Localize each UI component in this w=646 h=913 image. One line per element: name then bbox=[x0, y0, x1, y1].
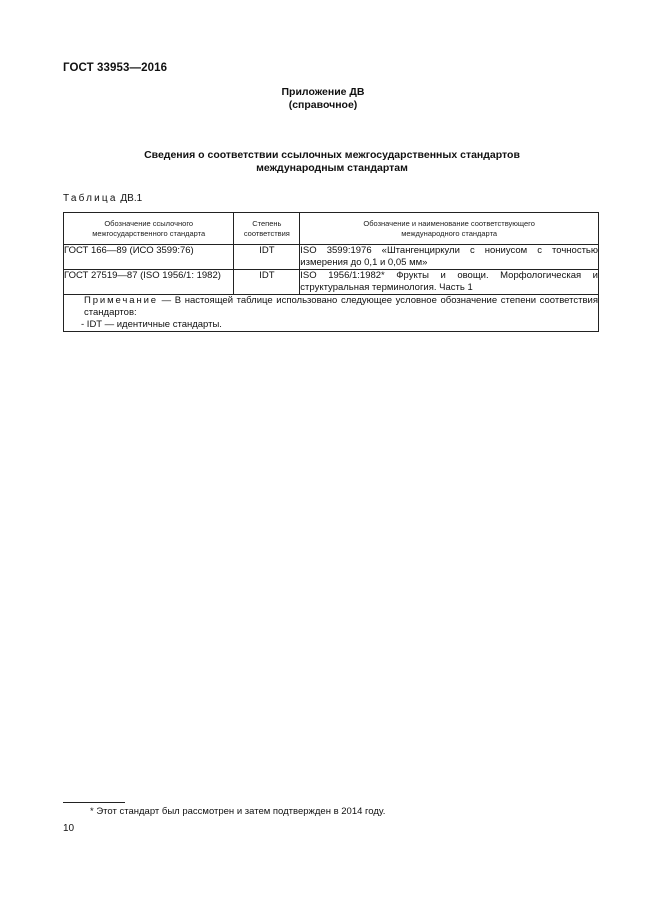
col-header-international-line1: Обозначение и наименование соответствующего bbox=[363, 218, 535, 228]
appendix-subtitle: (справочное) bbox=[288, 99, 358, 111]
cell-degree: IDT bbox=[234, 245, 300, 270]
section-heading bbox=[0, 149, 646, 174]
table-note bbox=[64, 295, 599, 332]
table-caption-number: ДВ.1 bbox=[120, 193, 143, 204]
footnote: * Этот стандарт был рассмотрен и затем подтвержден в 2014 году. bbox=[90, 806, 386, 817]
page-number: 10 bbox=[63, 823, 75, 834]
footnote-divider bbox=[63, 802, 125, 803]
section-heading-line2: международным стандартам bbox=[256, 161, 408, 174]
table-header-row bbox=[64, 213, 599, 245]
col-header-reference-line1: Обозначение ссылочного bbox=[104, 218, 194, 228]
table-row bbox=[64, 245, 599, 270]
standard-id: ГОСТ 33953—2016 bbox=[63, 62, 168, 74]
col-header-degree-line1: Степень bbox=[252, 218, 282, 228]
appendix-heading bbox=[0, 86, 646, 112]
table-note-item: - IDT — идентичные стандарты. bbox=[81, 319, 222, 330]
col-header-reference-line2: межгосударственного стандарта bbox=[92, 228, 206, 238]
cell-reference: ГОСТ 166—89 (ИСО 3599:76) bbox=[64, 245, 234, 270]
section-heading-line1: Сведения о соответствии ссылочных межгосударственных стандартов bbox=[144, 149, 520, 161]
cell-international: ISO 3599:1976 «Штангенциркули с нониусом с точностью измерения до 0,1 и 0,05 мм» bbox=[300, 245, 598, 268]
cell-degree: IDT bbox=[234, 270, 300, 295]
col-header-reference bbox=[64, 213, 234, 245]
standards-correspondence-table bbox=[63, 212, 599, 332]
cell-reference: ГОСТ 27519—87 (ISO 1956/1: 1982) bbox=[64, 270, 234, 295]
table-note-text bbox=[64, 295, 598, 319]
table-caption-word: Таблица bbox=[63, 193, 118, 204]
col-header-international-line2: международного стандарта bbox=[401, 228, 498, 238]
appendix-title: Приложение ДВ bbox=[281, 86, 365, 98]
table-note-row bbox=[64, 295, 599, 332]
cell-international: ISO 1956/1:1982* Фрукты и овощи. Морфологическая и структуральная терминология. Часть 1 bbox=[300, 270, 598, 293]
table-caption bbox=[63, 193, 142, 204]
table-row bbox=[64, 270, 599, 295]
col-header-degree bbox=[234, 213, 300, 245]
col-header-degree-line2: соответствия bbox=[243, 228, 290, 238]
table-note-body: — В настоящей таблице использовано следующее условное обозначение степени соответствия стандартов: bbox=[84, 295, 598, 318]
table-note-label: Примечание bbox=[84, 295, 158, 306]
col-header-international bbox=[300, 213, 599, 245]
